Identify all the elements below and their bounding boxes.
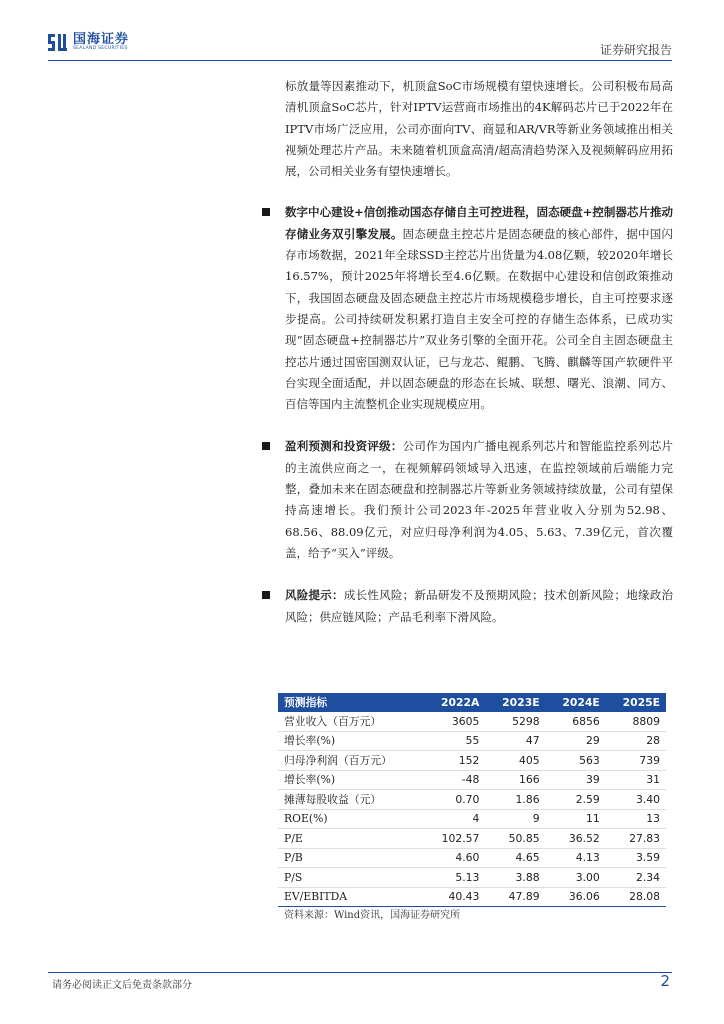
table-row bbox=[278, 751, 666, 771]
table-cell: 29 bbox=[546, 731, 606, 751]
table-cell: 4.65 bbox=[485, 848, 545, 868]
table-row bbox=[278, 809, 666, 829]
logo-en-text: SEALAND SECURITIES bbox=[73, 46, 128, 51]
header-divider bbox=[48, 60, 672, 61]
table-cell: 9 bbox=[485, 809, 545, 829]
company-logo bbox=[48, 33, 129, 52]
table-row bbox=[278, 868, 666, 888]
table-cell: 31 bbox=[606, 770, 666, 790]
bullet-heading: 数字中心建设+信创推动国态存储自主可控进程，固态硬盘+控制器芯片推动存储业务双引擎发展。 bbox=[285, 205, 673, 241]
table-cell: 0.70 bbox=[424, 790, 485, 810]
row-label: P/E bbox=[278, 829, 424, 849]
table-row bbox=[278, 712, 666, 731]
table-cell: 152 bbox=[424, 751, 485, 771]
table-header-cell: 2022A bbox=[424, 693, 485, 712]
table-cell: 4.60 bbox=[424, 848, 485, 868]
row-label: 营业收入（百万元） bbox=[278, 712, 424, 731]
footer-divider bbox=[48, 972, 672, 973]
table-header-cell: 预测指标 bbox=[278, 693, 424, 712]
table-cell: 3.59 bbox=[606, 848, 666, 868]
report-type-label: 证券研究报告 bbox=[599, 43, 672, 57]
page-header bbox=[0, 0, 724, 62]
bullet-body: 成长性风险；新品研发不及预期风险；技术创新风险；地缘政治风险；供应链风险；产品毛利率下滑风险。 bbox=[285, 588, 673, 624]
table-cell: 47 bbox=[485, 731, 545, 751]
table-cell: 5298 bbox=[485, 712, 545, 731]
logo-cn-text: 国海证券 bbox=[73, 32, 130, 47]
table-cell: 13 bbox=[606, 809, 666, 829]
table-cell: 3605 bbox=[424, 712, 485, 731]
table-cell: 739 bbox=[606, 751, 666, 771]
table-cell: 4.13 bbox=[546, 848, 606, 868]
table-row bbox=[278, 731, 666, 751]
table-cell: 11 bbox=[546, 809, 606, 829]
square-bullet-icon bbox=[262, 208, 270, 216]
row-label: P/S bbox=[278, 868, 424, 888]
table-cell: 405 bbox=[485, 751, 545, 771]
bullet-risk bbox=[285, 585, 673, 628]
table-header-row bbox=[278, 693, 666, 712]
row-label: EV/EBITDA bbox=[278, 887, 424, 907]
table-cell: 5.13 bbox=[424, 868, 485, 888]
table-cell: 3.00 bbox=[546, 868, 606, 888]
table-cell: 39 bbox=[546, 770, 606, 790]
row-label: ROE(%) bbox=[278, 809, 424, 829]
bullet-forecast bbox=[285, 436, 673, 564]
row-label: 增长率(%) bbox=[278, 731, 424, 751]
table-header-cell: 2024E bbox=[546, 693, 606, 712]
table-cell: 166 bbox=[485, 770, 545, 790]
table-cell: 3.88 bbox=[485, 868, 545, 888]
intro-paragraph: 标放量等因素推动下，机顶盒SoC市场规模有望快速增长。公司积极布局高清机顶盒SoC芯片，针对IPTV运营商市场推出的4K解码芯片已于2022年在IPTV市场广泛应用，公司亦面向TV、商显和AR/VR等新业务领域推出相关视频处理芯片产品。未来随着机顶盒高清/超高清趋势深入及视频解码应用拓展，公司相关业务有望快速增长。 bbox=[285, 79, 673, 179]
table-row bbox=[278, 887, 666, 907]
table-header-cell: 2023E bbox=[485, 693, 545, 712]
table-cell: 2.59 bbox=[546, 790, 606, 810]
row-label: 归母净利润（百万元） bbox=[278, 751, 424, 771]
table-cell: 6856 bbox=[546, 712, 606, 731]
row-label: 摊薄每股收益（元） bbox=[278, 790, 424, 810]
page-number: 2 bbox=[660, 972, 670, 990]
bullet-heading: 盈利预测和投资评级： bbox=[285, 439, 403, 454]
table-row bbox=[278, 770, 666, 790]
row-label: P/B bbox=[278, 848, 424, 868]
table-row bbox=[278, 848, 666, 868]
table-cell: 47.89 bbox=[485, 887, 545, 907]
table-cell: 102.57 bbox=[424, 829, 485, 849]
table-cell: 2.34 bbox=[606, 868, 666, 888]
forecast-table bbox=[278, 693, 666, 907]
table-cell: -48 bbox=[424, 770, 485, 790]
table-cell: 3.40 bbox=[606, 790, 666, 810]
table-cell: 28.08 bbox=[606, 887, 666, 907]
square-bullet-icon bbox=[262, 591, 270, 599]
main-content bbox=[285, 76, 673, 628]
table-cell: 40.43 bbox=[424, 887, 485, 907]
table-cell: 8809 bbox=[606, 712, 666, 731]
bullet-heading: 风险提示： bbox=[285, 588, 344, 603]
bullet-body: 固态硬盘主控芯片是固态硬盘的核心部件，据中国闪存市场数据，2021年全球SSD主控芯片出货量为4.08亿颗，较2020年增长16.57%，预计2025年将增长至4.6亿颗。在数据中心建设和信创政策推动下，我国固态硬盘及固态硬盘主控芯片市场规模稳步增长，自主可控要求逐步提高。公司持续研发积累打造自主安全可控的存储生态体系，已成功实现“固态硬盘+控制器芯片”双业务引擎的全面开花。公司全自主固态硬盘主控芯片通过国密国测双认证，已与龙芯、鲲鹏、飞腾、麒麟等国产软硬件平台实现全面适配，并以固态硬盘的形态在长城、联想、曙光、浪潮、同方、百信等国内主流整机企业实现规模应用。 bbox=[285, 226, 673, 412]
table-cell: 27.83 bbox=[606, 829, 666, 849]
table-source-note: 资料来源：Wind资讯，国海证券研究所 bbox=[284, 910, 461, 921]
table-cell: 36.52 bbox=[546, 829, 606, 849]
table-cell: 50.85 bbox=[485, 829, 545, 849]
table-cell: 28 bbox=[606, 731, 666, 751]
table-header-cell: 2025E bbox=[606, 693, 666, 712]
table-row bbox=[278, 829, 666, 849]
table-cell: 4 bbox=[424, 809, 485, 829]
footer-disclaimer: 请务必阅读正文后免责条款部分 bbox=[52, 980, 192, 991]
table-cell: 1.86 bbox=[485, 790, 545, 810]
table-row bbox=[278, 790, 666, 810]
bullet-storage bbox=[285, 202, 673, 415]
table-cell: 563 bbox=[546, 751, 606, 771]
bullet-body: 公司作为国内广播电视系列芯片和智能监控系列芯片的主流供应商之一，在视频解码领域导入迅速，在监控领域前后端能力完整，叠加未来在固态硬盘和控制器芯片等新业务领域持续放量，公司有望保持高速增长。我们预计公司2023年-2025年营业收入分别为52.98、68.56、88.09亿元，对应归母净利润为4.05、5.63、7.39亿元，首次覆盖，给予“买入”评级。 bbox=[285, 439, 673, 560]
table-cell: 55 bbox=[424, 731, 485, 751]
row-label: 增长率(%) bbox=[278, 770, 424, 790]
square-bullet-icon bbox=[262, 442, 270, 450]
table-cell: 36.06 bbox=[546, 887, 606, 907]
sealand-logo-icon bbox=[48, 34, 68, 51]
